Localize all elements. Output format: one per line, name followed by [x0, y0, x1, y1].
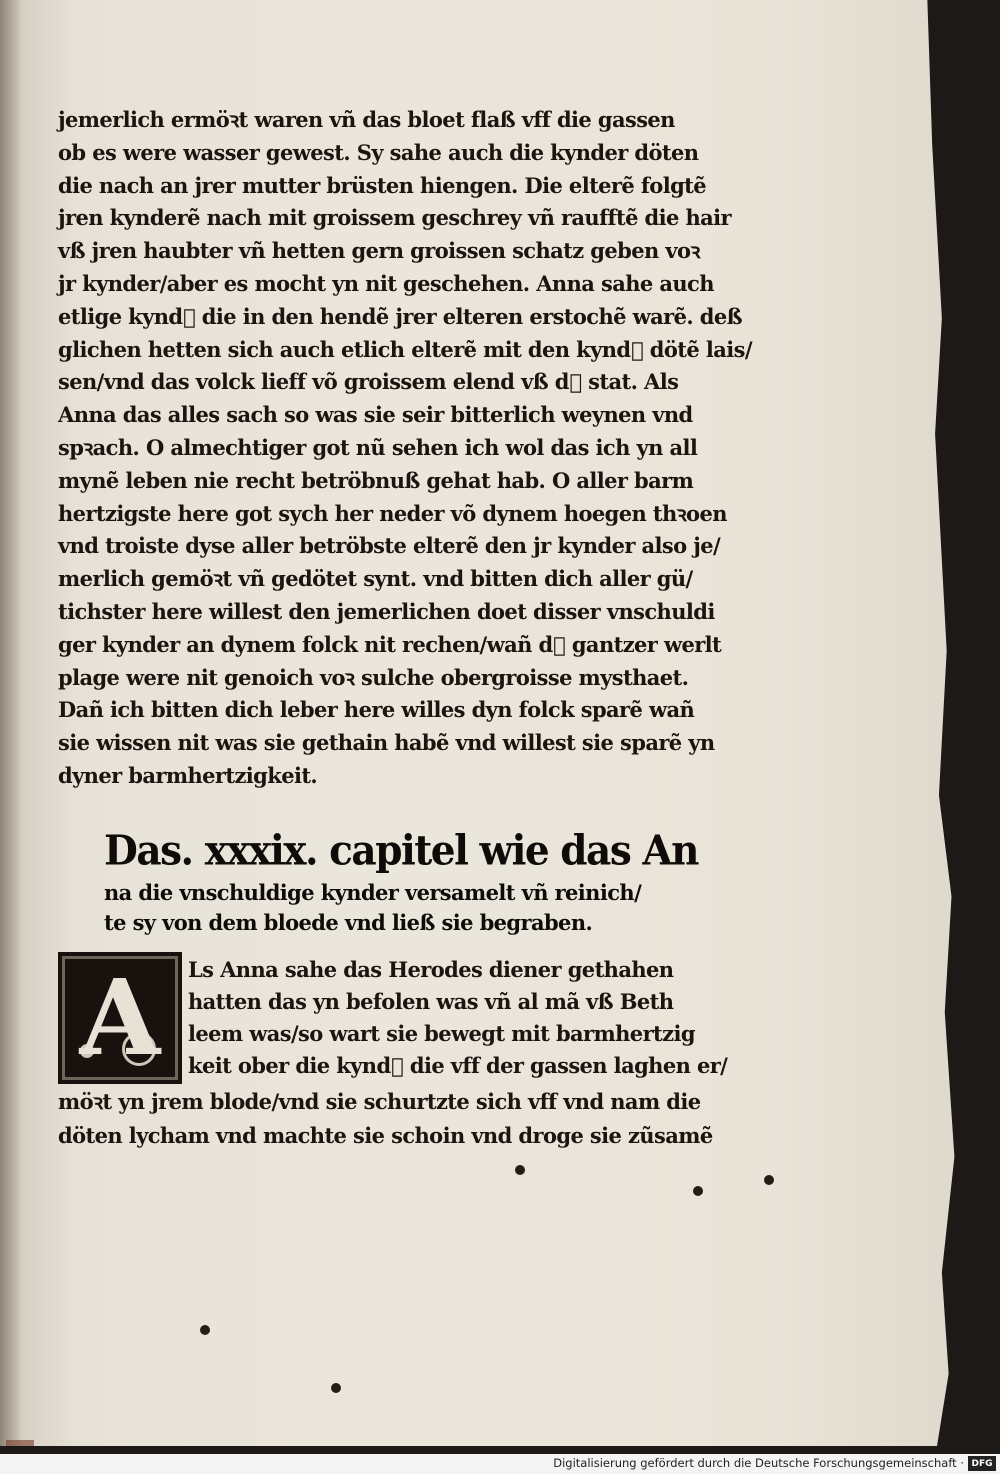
- color-scale-mark: [6, 1440, 34, 1446]
- paragraph-line: döten lycham vnd machte sie schoin vnd droge sie zũsamẽ: [58, 1123, 713, 1148]
- decorated-initial: [58, 952, 182, 1084]
- ink-spot: [764, 1175, 774, 1185]
- text-line: spꝛach. O almechtiger got nũ sehen ich wol das ich yn all: [58, 434, 698, 460]
- text-line: glichen hetten sich auch etlich elterẽ mit den kynd᷑ dötẽ lais/: [58, 336, 752, 362]
- text-line: jr kynder/aber es mocht yn nit geschehen. Anna sahe auch: [58, 270, 714, 296]
- text-line: vß jren haubter vñ hetten gern groissen schatz geben voꝛ: [58, 238, 700, 264]
- footer-bar: [0, 1454, 1000, 1474]
- text-line: vnd troiste dyse aller betröbste elterẽ den jr kynder also je/: [58, 533, 721, 559]
- chapter-heading: [104, 824, 704, 938]
- text-line: merlich gemöꝛt vñ gedötet synt. vnd bitten dich aller gü/: [58, 566, 693, 592]
- text-line: jemerlich ermöꝛt waren vñ das bloet flaß vff die gassen: [58, 107, 675, 132]
- text-line: tichster here willest den jemerlichen doet disser vnschuldi: [58, 598, 715, 624]
- text-line: sen/vnd das volck lieff võ groissem elend vß d᷑ stat. Als: [58, 369, 679, 395]
- body-text-block: [58, 104, 752, 793]
- ink-spot: [693, 1186, 703, 1196]
- ink-spot: [331, 1383, 341, 1393]
- chapter-title: Das. xxxix. capitel wie das An: [104, 826, 698, 876]
- text-line: jren kynderẽ nach mit groissem geschrey vñ raufftẽ die hair: [58, 205, 731, 231]
- text-line: Dañ ich bitten dich leber here willes dyn folck sparẽ wañ: [58, 697, 695, 723]
- text-line: dyner barmhertzigkeit.: [58, 762, 318, 788]
- paragraph-line: keit ober die kynd᷑ die vff der gassen laghen er/: [188, 1053, 728, 1078]
- chapter-heading-line: na die vnschuldige kynder versamelt vñ reinich/: [104, 880, 642, 905]
- text-line: sie wissen nit was sie gethain habẽ vnd willest sie sparẽ yn: [58, 730, 715, 756]
- text-line: etlige kynd᷑ die in den hendẽ jrer elteren erstochẽ warẽ. deß: [58, 303, 742, 329]
- paragraph-line: leem was/so wart sie bewegt mit barmhertzig: [188, 1021, 695, 1046]
- text-line: hertzigste here got sych her neder võ dynem hoegen thꝛoen: [58, 500, 727, 526]
- footer-credit: Digitalisierung gefördert durch die Deutsche Forschungsgemeinschaft ·: [553, 1456, 964, 1470]
- text-line: die nach an jrer mutter brüsten hiengen. Die elterẽ folgtẽ: [58, 172, 707, 198]
- page-gutter-shadow: [0, 0, 22, 1446]
- paragraph-line: Ls Anna sahe das Herodes diener gethahen: [188, 957, 674, 982]
- paragraph-line: hatten das yn befolen was vñ al mã vß Beth: [188, 989, 674, 1014]
- text-line: mynẽ leben nie recht betröbnuß gehat hab. O aller barm: [58, 467, 694, 493]
- text-line: Anna das alles sach so was sie seir bitterlich weynen vnd: [58, 402, 693, 428]
- paragraph-line: möꝛt yn jrem blode/vnd sie schurtzte sich vff vnd nam die: [58, 1089, 701, 1114]
- dfg-logo: DFG: [968, 1456, 996, 1471]
- ink-spot: [515, 1165, 525, 1175]
- text-line: ger kynder an dynem folck nit rechen/wañ d᷑ gantzer werlt: [58, 631, 722, 657]
- text-line: ob es were wasser gewest. Sy sahe auch die kynder döten: [58, 139, 699, 165]
- initial-letter: A: [79, 956, 161, 1079]
- ink-spot: [200, 1325, 210, 1335]
- chapter-heading-line: te sy von dem bloede vnd ließ sie begraben.: [104, 910, 593, 935]
- text-line: plage were nit genoich voꝛ sulche obergroisse mysthaet.: [58, 664, 689, 690]
